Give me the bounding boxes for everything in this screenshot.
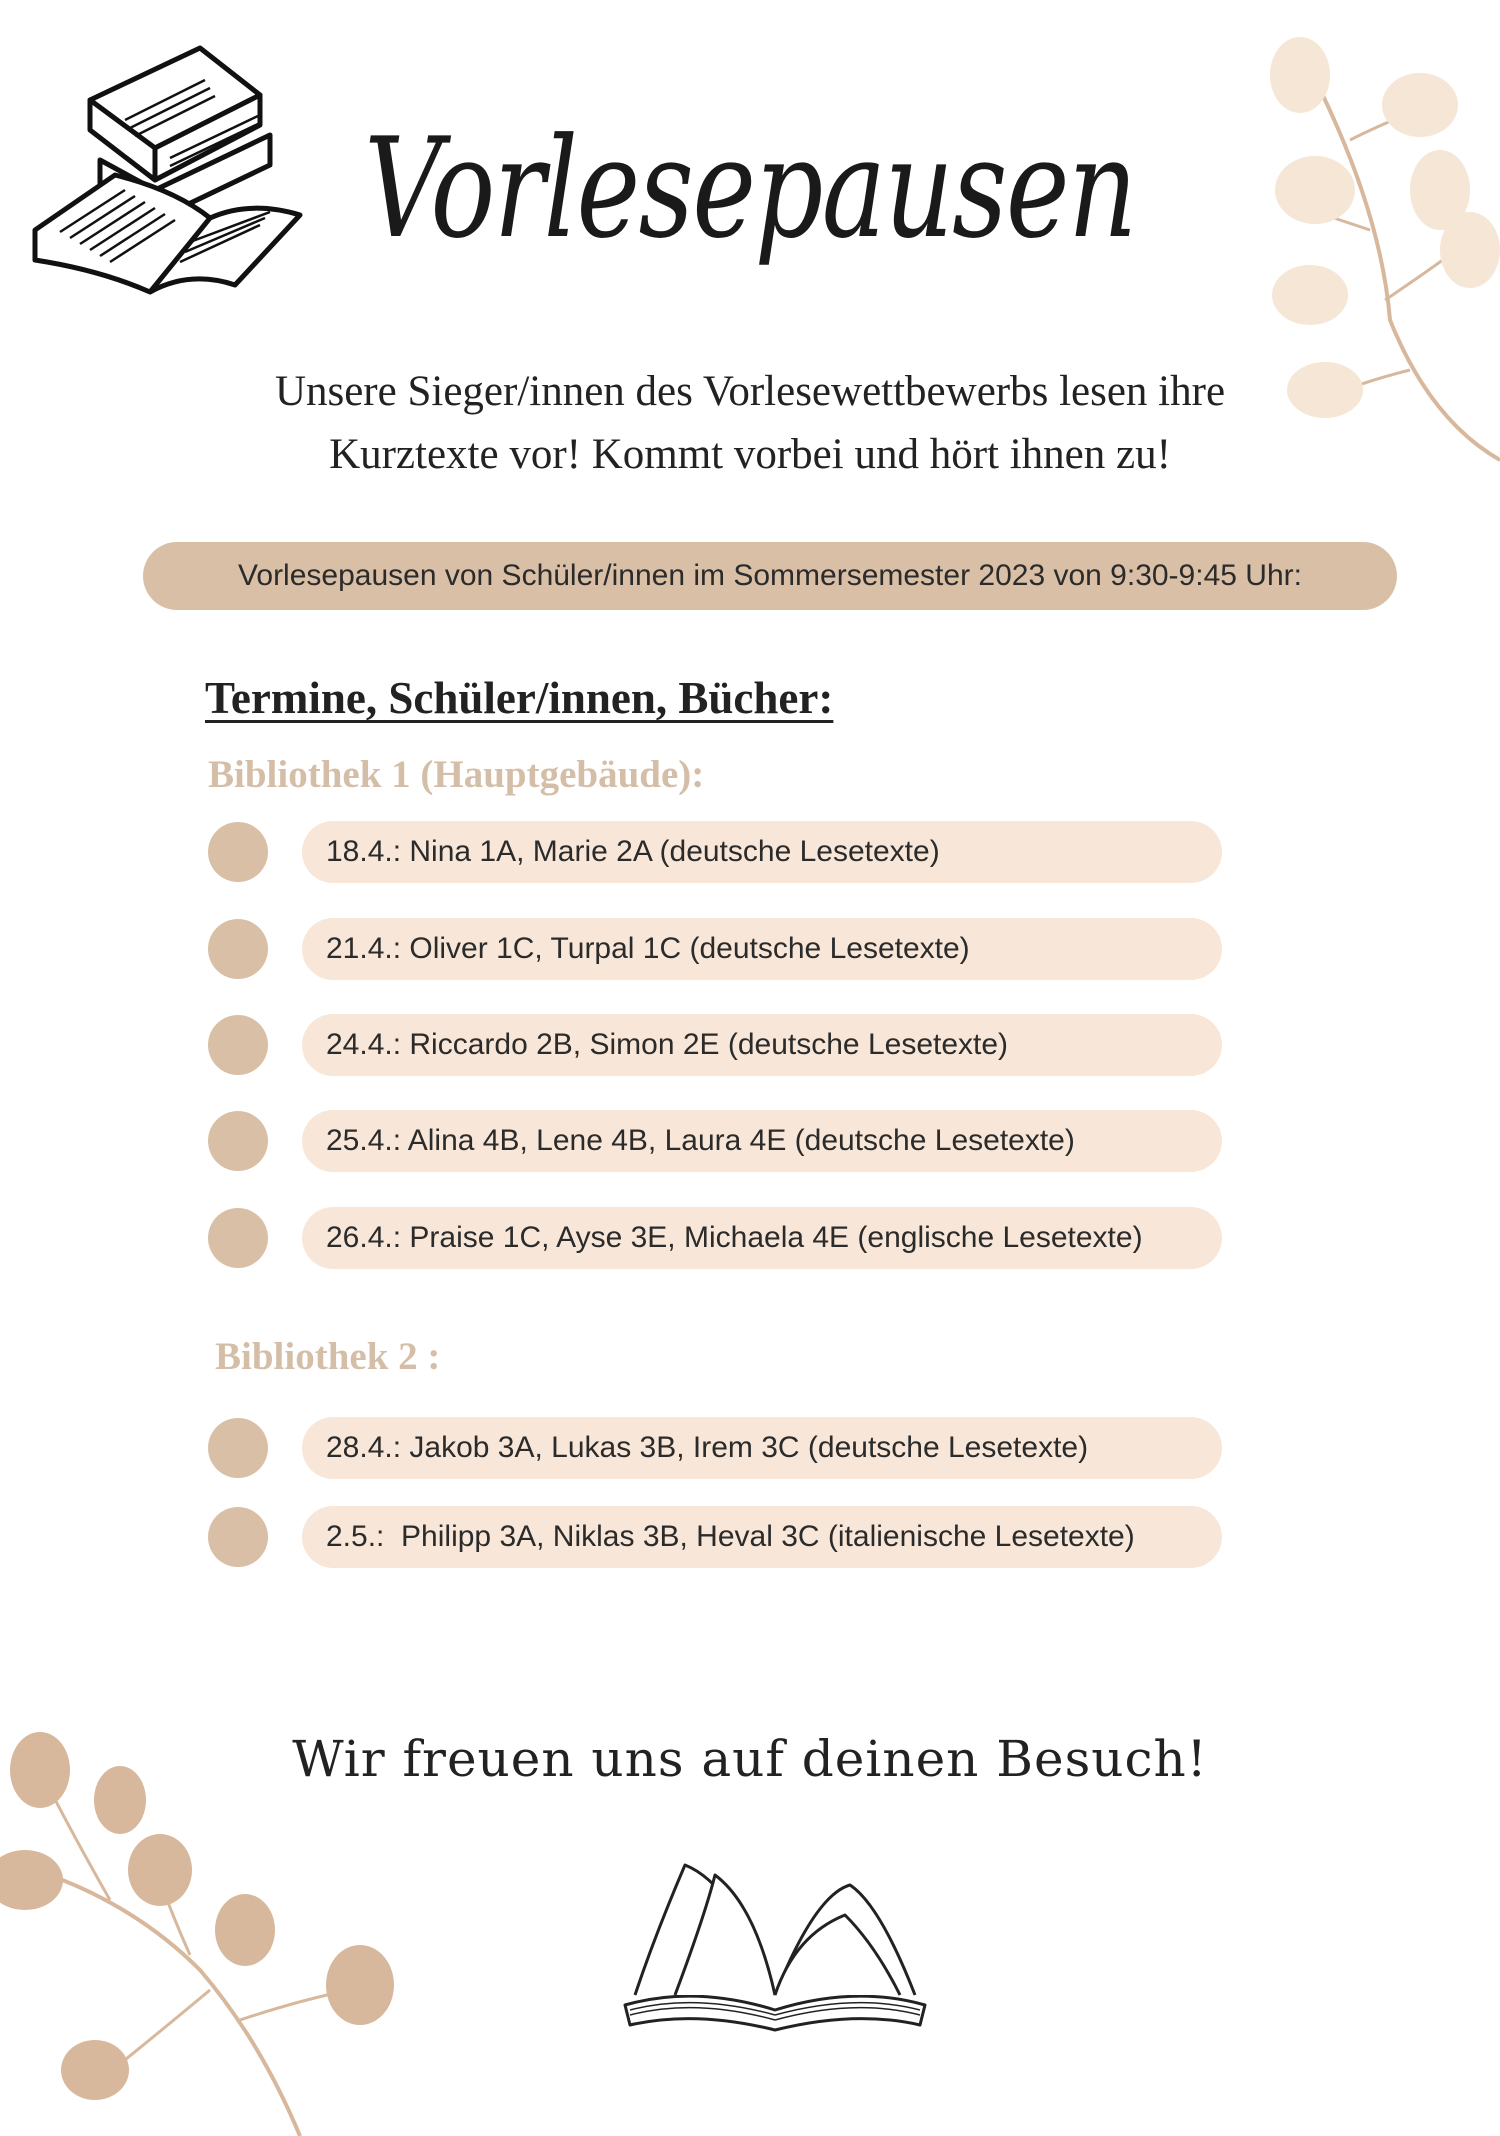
intro-text bbox=[150, 360, 1350, 486]
list-item: 24.4.: Riccardo 2B, Simon 2E (deutsche Lesetexte) bbox=[302, 1014, 1222, 1076]
leaf-branch-bottom-left-icon bbox=[0, 1740, 420, 2136]
intro-line-2: Kurztexte vor! Kommt vorbei und hört ihnen zu! bbox=[329, 431, 1171, 478]
list-item: 21.4.: Oliver 1C, Turpal 1C (deutsche Lesetexte) bbox=[302, 918, 1222, 980]
bullet-dot bbox=[208, 1418, 268, 1478]
list-item: 18.4.: Nina 1A, Marie 2A (deutsche Lesetexte) bbox=[302, 821, 1222, 883]
library-1-label: Bibliothek 1 (Hauptgebäude): bbox=[208, 753, 705, 796]
library-2-label: Bibliothek 2 : bbox=[215, 1335, 441, 1378]
bullet-dot bbox=[208, 822, 268, 882]
bullet-dot bbox=[208, 1111, 268, 1171]
list-item: 26.4.: Praise 1C, Ayse 3E, Michaela 4E (englische Lesetexte) bbox=[302, 1207, 1222, 1269]
bullet-dot bbox=[208, 1507, 268, 1567]
schedule-banner: Vorlesepausen von Schüler/innen im Sommersemester 2023 von 9:30-9:45 Uhr: bbox=[143, 542, 1397, 610]
list-item: 2.5.: Philipp 3A, Niklas 3B, Heval 3C (italienische Lesetexte) bbox=[302, 1506, 1222, 1568]
open-book-icon bbox=[615, 1845, 935, 2035]
page-title: Vorlesepausen bbox=[364, 108, 1136, 269]
bullet-dot bbox=[208, 919, 268, 979]
closing-message: Wir freuen uns auf deinen Besuch! bbox=[292, 1730, 1208, 1788]
list-item: 25.4.: Alina 4B, Lene 4B, Laura 4E (deutsche Lesetexte) bbox=[302, 1110, 1222, 1172]
bullet-dot bbox=[208, 1015, 268, 1075]
schedule-heading: Termine, Schüler/innen, Bücher: bbox=[205, 673, 834, 723]
list-item: 28.4.: Jakob 3A, Lukas 3B, Irem 3C (deutsche Lesetexte) bbox=[302, 1417, 1222, 1479]
intro-line-1: Unsere Sieger/innen des Vorlesewettbewerbs lesen ihre bbox=[274, 368, 1226, 415]
bullet-dot bbox=[208, 1208, 268, 1268]
